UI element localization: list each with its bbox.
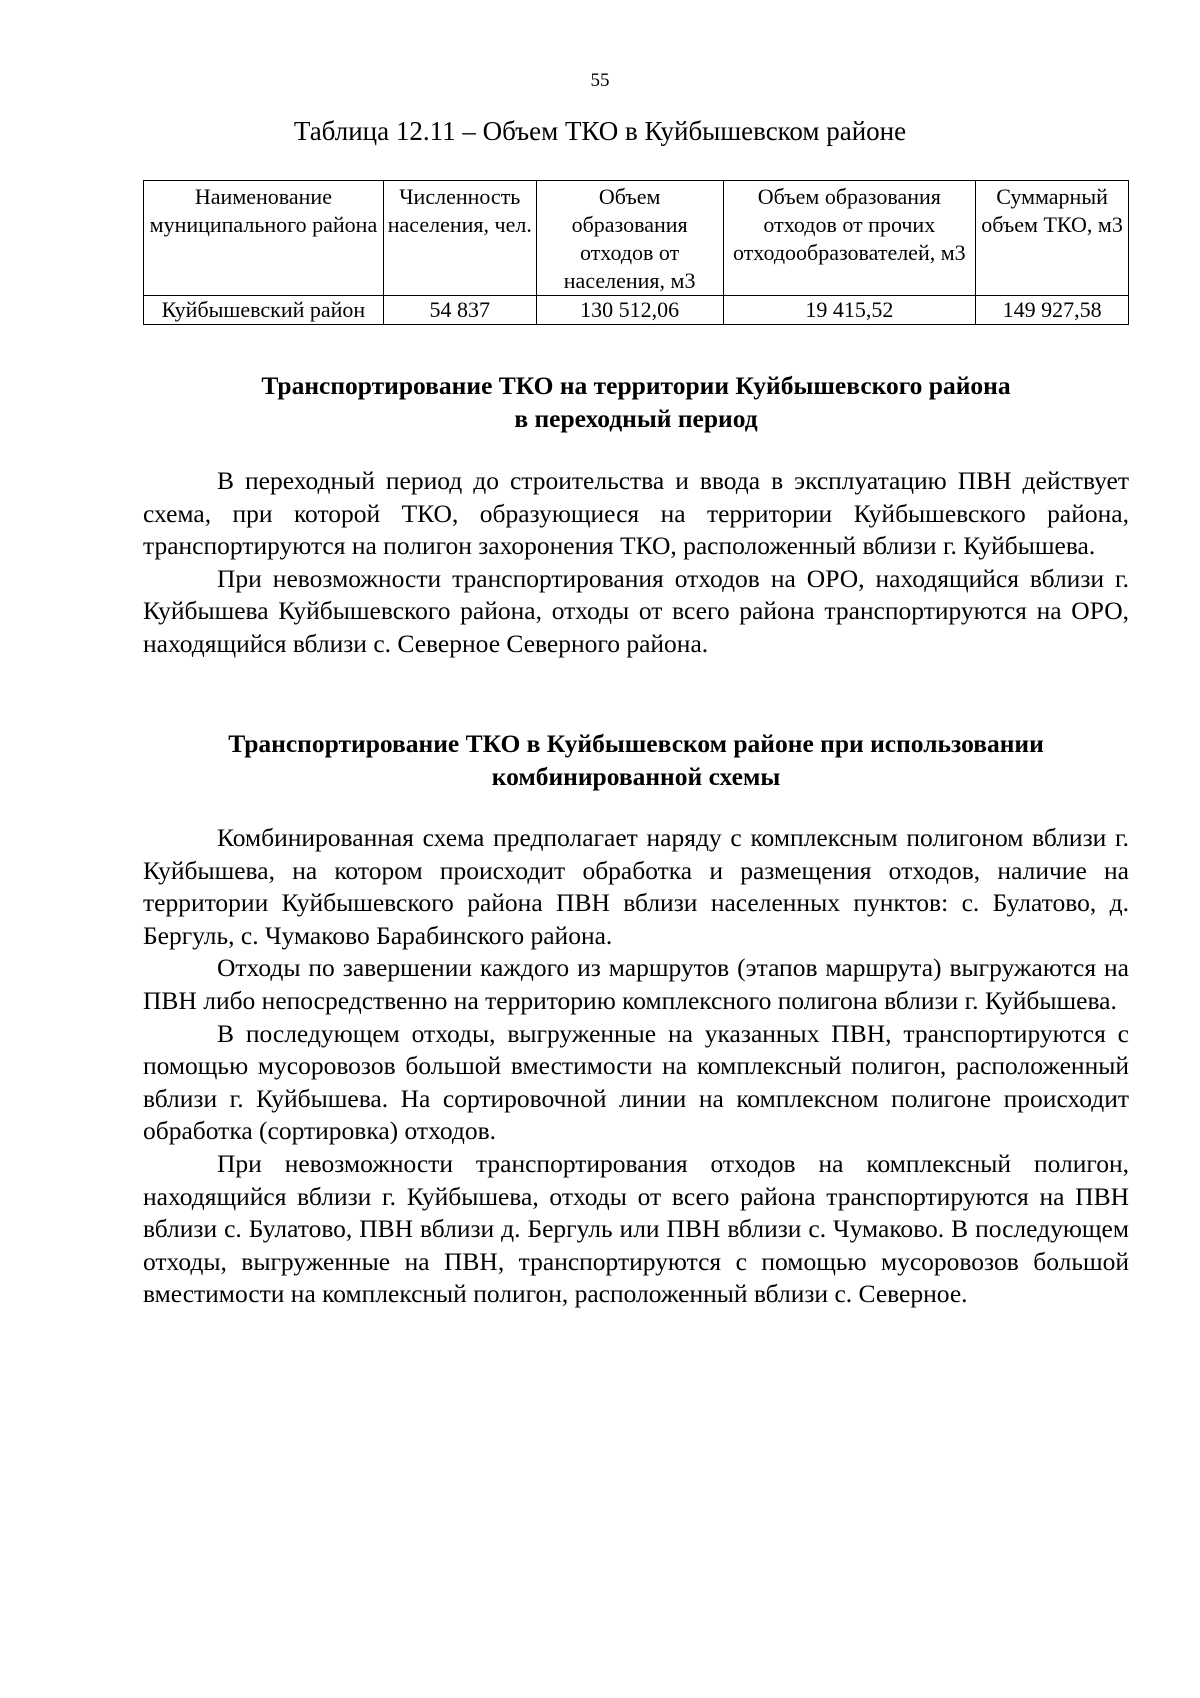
- page-number: 55: [590, 70, 610, 91]
- section-heading-combined: [143, 727, 1129, 793]
- header-volume-population: Объем образования отходов от населения, м3: [536, 181, 723, 296]
- paragraph: При невозможности транспортирования отходов на ОРО, находящийся вблизи г. Куйбышева Куйбышевского района, отходы от всего района транспортируются на ОРО, находящийся вблизи с. Северное Северного района.: [143, 563, 1129, 658]
- header-municipal-district: Наименование муниципального района: [144, 181, 384, 296]
- header-total-volume: Суммарный объем ТКО, м3: [976, 181, 1129, 296]
- heading-line: Транспортирование ТКО на территории Куйбышевского района: [261, 371, 1011, 400]
- heading-line: Транспортирование ТКО в Куйбышевском районе при использовании: [228, 729, 1044, 758]
- heading-line: в переходный период: [514, 404, 758, 433]
- heading-line: комбинированной схемы: [491, 762, 781, 791]
- paragraph: В переходный период до строительства и ввода в эксплуатацию ПВН действует схема, при которой ТКО, образующиеся на территории Куйбышевского района, транспортируются на полигон захоронения ТКО, расположенный вблизи г. Куйбышева.: [143, 466, 1129, 561]
- waste-volume-table: [143, 180, 1129, 325]
- cell-volume-other: 19 415,52: [723, 296, 976, 325]
- cell-district-name: Куйбышевский район: [144, 296, 384, 325]
- section-body-combined: [143, 822, 1129, 1311]
- section-heading-transitional: [143, 369, 1129, 435]
- header-population: Численность населения, чел.: [383, 181, 536, 296]
- cell-total-volume: 149 927,58: [976, 296, 1129, 325]
- paragraph: При невозможности транспортирования отходов на комплексный полигон, находящийся вблизи г. Куйбышева, отходы от всего района транспортируются на ПВН вблизи с. Булатово, ПВН вблизи д. Бергуль или ПВН вблизи с. Чумаково. В последующем отходы, выгруженные на ПВН, транспортируются с помощью мусоровозов большой вместимости на комплексный полигон, расположенный вблизи с. Северное.: [143, 1148, 1129, 1309]
- section-body-transitional: [143, 465, 1129, 661]
- paragraph: В последующем отходы, выгруженные на указанных ПВН, транспортируются с помощью мусоровозов большой вместимости на комплексный полигон, расположенный вблизи г. Куйбышева. На сортировочной линии на комплексном полигоне происходит обработка (сортировка) отходов.: [143, 1018, 1129, 1146]
- table-caption: Таблица 12.11 – Объем ТКО в Куйбышевском районе: [293, 116, 907, 146]
- cell-population: 54 837: [383, 296, 536, 325]
- header-volume-other: Объем образования отходов от прочих отходообразователей, м3: [723, 181, 976, 296]
- table-row: [144, 296, 1129, 325]
- cell-volume-population: 130 512,06: [536, 296, 723, 325]
- paragraph: Отходы по завершении каждого из маршрутов (этапов маршрута) выгружаются на ПВН либо непосредственно на территорию комплексного полигона вблизи г. Куйбышева.: [143, 953, 1129, 1015]
- paragraph: Комбинированная схема предполагает наряду с комплексным полигоном вблизи г. Куйбышева, на котором происходит обработка и размещения отходов, наличие на территории Куйбышевского района ПВН вблизи населенных пунктов: с. Булатово, д. Бергуль, с. Чумаково Барабинского района.: [143, 823, 1129, 950]
- table-header-row: [144, 181, 1129, 296]
